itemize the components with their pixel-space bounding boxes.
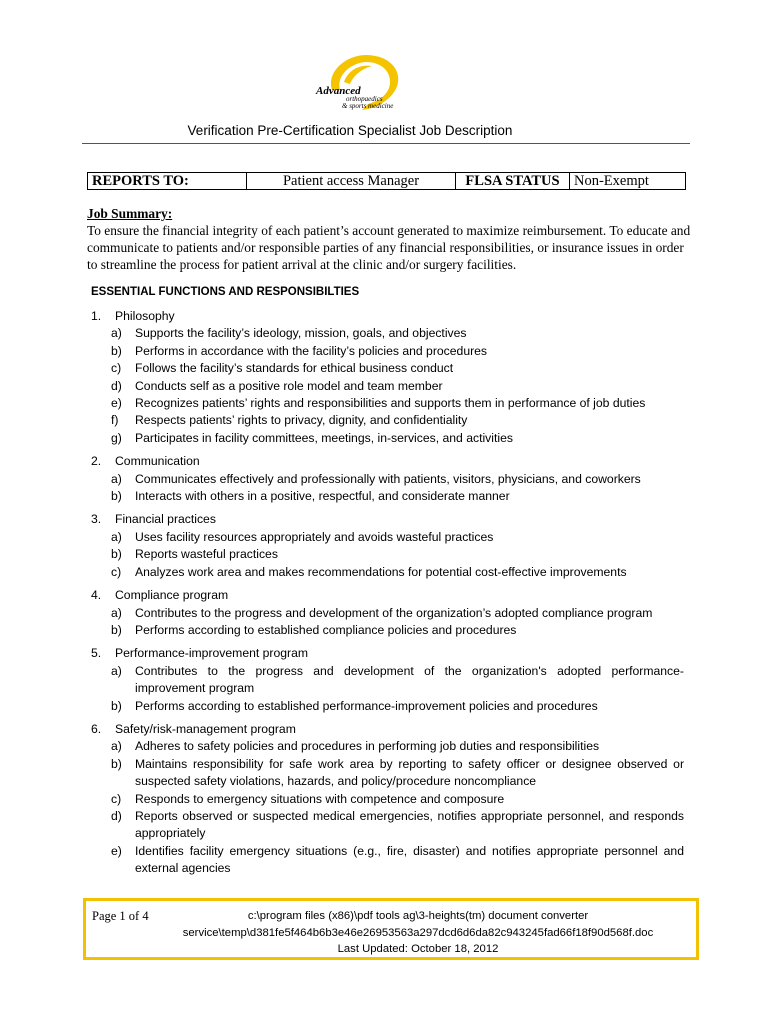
item-letter: e) xyxy=(111,843,122,858)
list-item xyxy=(111,430,684,447)
item-letter: c) xyxy=(111,564,122,579)
item-text: Participates in facility committees, meetings, in-services, and activities xyxy=(135,430,513,445)
item-text: Adheres to safety policies and procedures in performing job duties and responsibilities xyxy=(135,739,600,754)
item-letter: b) xyxy=(111,489,122,504)
logo-brand-text: Advanced xyxy=(316,85,361,97)
list-item xyxy=(111,343,684,360)
item-letter: b) xyxy=(111,698,122,713)
list-item xyxy=(111,843,684,878)
item-text: Performs in accordance with the facility’s policies and procedures xyxy=(135,343,488,358)
section xyxy=(91,721,684,878)
item-text: Conducts self as a positive role model and team member xyxy=(135,378,443,393)
item-letter: e) xyxy=(111,396,122,411)
section-title: Communication xyxy=(115,454,200,469)
item-letter: a) xyxy=(111,326,122,341)
reports-to-label: REPORTS TO: xyxy=(88,173,247,190)
item-letter: c) xyxy=(111,791,122,806)
item-letter: g) xyxy=(111,430,122,445)
job-summary-text: To ensure the financial integrity of each patient’s account generated to maximize reimbursement. To educate and communicate to patients and/or responsible parties of any financial responsibilities, or insurance issues in order to streamline the process for patient arrival at the clinic and/or surgery facilities. xyxy=(87,223,691,272)
section xyxy=(91,645,684,715)
section-title: Philosophy xyxy=(115,309,175,323)
section-title: Safety/risk-management program xyxy=(115,721,296,736)
company-logo xyxy=(312,52,412,118)
item-text: Follows the facility’s standards for ethical business conduct xyxy=(135,361,454,376)
item-letter: b) xyxy=(111,547,122,562)
list-item xyxy=(111,546,684,563)
list-item xyxy=(111,622,684,639)
section-number: 6. xyxy=(91,721,102,736)
item-letter: d) xyxy=(111,378,122,393)
item-text: Performs according to established performance-improvement policies and procedures xyxy=(135,698,598,713)
item-letter: b) xyxy=(111,622,122,637)
section-number: 5. xyxy=(91,646,102,661)
job-summary xyxy=(87,205,692,273)
section-number: 1. xyxy=(91,309,102,323)
section-number: 3. xyxy=(91,512,102,527)
item-letter: d) xyxy=(111,808,122,823)
item-letter: a) xyxy=(111,739,122,754)
section-title: Financial practices xyxy=(115,512,216,527)
title-divider xyxy=(82,143,690,144)
section-number: 2. xyxy=(91,454,102,469)
list-item xyxy=(111,605,684,622)
item-text: Reports observed or suspected medical emergencies, notifies appropriate personnel, and responds appropriately xyxy=(135,808,684,841)
item-text: Supports the facility’s ideology, mission, goals, and objectives xyxy=(135,326,467,341)
item-letter: b) xyxy=(111,756,122,771)
item-text: Performs according to established compliance policies and procedures xyxy=(135,622,517,637)
item-letter: a) xyxy=(111,471,122,486)
item-text: Identifies facility emergency situations (e.g., fire, disaster) and notifies appropriate personnel and external agencies xyxy=(135,843,684,876)
item-letter: c) xyxy=(111,361,122,376)
reports-to-value: Patient access Manager xyxy=(247,173,456,190)
section-title: Performance-improvement program xyxy=(115,646,309,661)
item-letter: b) xyxy=(111,343,122,358)
list-item xyxy=(111,360,684,377)
item-letter: a) xyxy=(111,529,122,544)
section-title: Compliance program xyxy=(115,588,229,603)
section xyxy=(91,308,684,447)
header-table xyxy=(87,172,686,190)
last-updated: Last Updated: October 18, 2012 xyxy=(337,943,499,955)
item-text: Contributes to the progress and development of the organization’s adopted compliance program xyxy=(135,605,653,620)
flsa-status-label: FLSA STATUS xyxy=(456,173,570,190)
item-text: Responds to emergency situations with competence and composure xyxy=(135,791,505,806)
item-text: Reports wasteful practices xyxy=(135,547,278,562)
list-item xyxy=(111,471,684,488)
item-text: Respects patients’ rights to privacy, dignity, and confidentiality xyxy=(135,413,468,428)
list-item xyxy=(111,791,684,808)
section-number: 4. xyxy=(91,588,102,603)
item-text: Contributes to the progress and development of the organization's adopted performance-improvement program xyxy=(135,663,684,696)
list-item xyxy=(111,738,684,755)
item-letter: a) xyxy=(111,605,122,620)
essential-functions-title: ESSENTIAL FUNCTIONS AND RESPONSIBILTIES xyxy=(91,286,360,298)
list-item xyxy=(111,808,684,843)
logo-subtitle-1: orthopaedics xyxy=(346,95,383,103)
item-text: Recognizes patients’ rights and responsibilities and supports them in performance of job duties xyxy=(135,396,646,411)
item-text: Maintains responsibility for safe work area by reporting to safety officer or designee observed or suspected safety violations, hazards, and policy/procedure noncompliance xyxy=(135,756,684,789)
item-text: Interacts with others in a positive, respectful, and considerate manner xyxy=(135,489,510,504)
item-text: Analyzes work area and makes recommendations for potential cost-effective improvements xyxy=(135,564,627,579)
section xyxy=(91,453,684,505)
document-title: Verification Pre-Certification Specialist Job Description xyxy=(187,123,513,138)
section xyxy=(91,587,684,639)
list-item xyxy=(111,663,684,698)
list-item xyxy=(111,488,684,505)
list-item xyxy=(111,378,684,395)
list-item xyxy=(111,756,684,791)
section xyxy=(91,511,684,581)
list-item xyxy=(111,564,684,581)
flsa-status-value: Non-Exempt xyxy=(570,173,686,190)
list-item xyxy=(111,325,684,342)
job-summary-heading: Job Summary: xyxy=(87,206,173,221)
page-footer xyxy=(83,898,699,960)
footer-path xyxy=(146,908,690,958)
item-text: Uses facility resources appropriately and avoids wasteful practices xyxy=(135,529,494,544)
logo-subtitle-2: & sports medicine xyxy=(342,102,394,110)
list-item xyxy=(111,395,684,412)
item-text: Communicates effectively and professionally with patients, visitors, physicians, and coworkers xyxy=(135,471,641,486)
item-letter: f) xyxy=(111,413,119,428)
list-item xyxy=(111,698,684,715)
list-item xyxy=(111,529,684,546)
list-item xyxy=(111,412,684,429)
footer-path-line-1: c:\program files (x86)\pdf tools ag\3-heights(tm) document converter xyxy=(247,910,589,922)
responsibilities-list xyxy=(91,308,684,884)
footer-path-line-2: service\temp\d381fe5f464b6b3e46e26953563a297dcd6d6da82c943245fad66f18f90d568f.doc xyxy=(182,926,654,939)
page-number: Page 1 of 4 xyxy=(92,909,149,923)
item-letter: a) xyxy=(111,663,122,678)
